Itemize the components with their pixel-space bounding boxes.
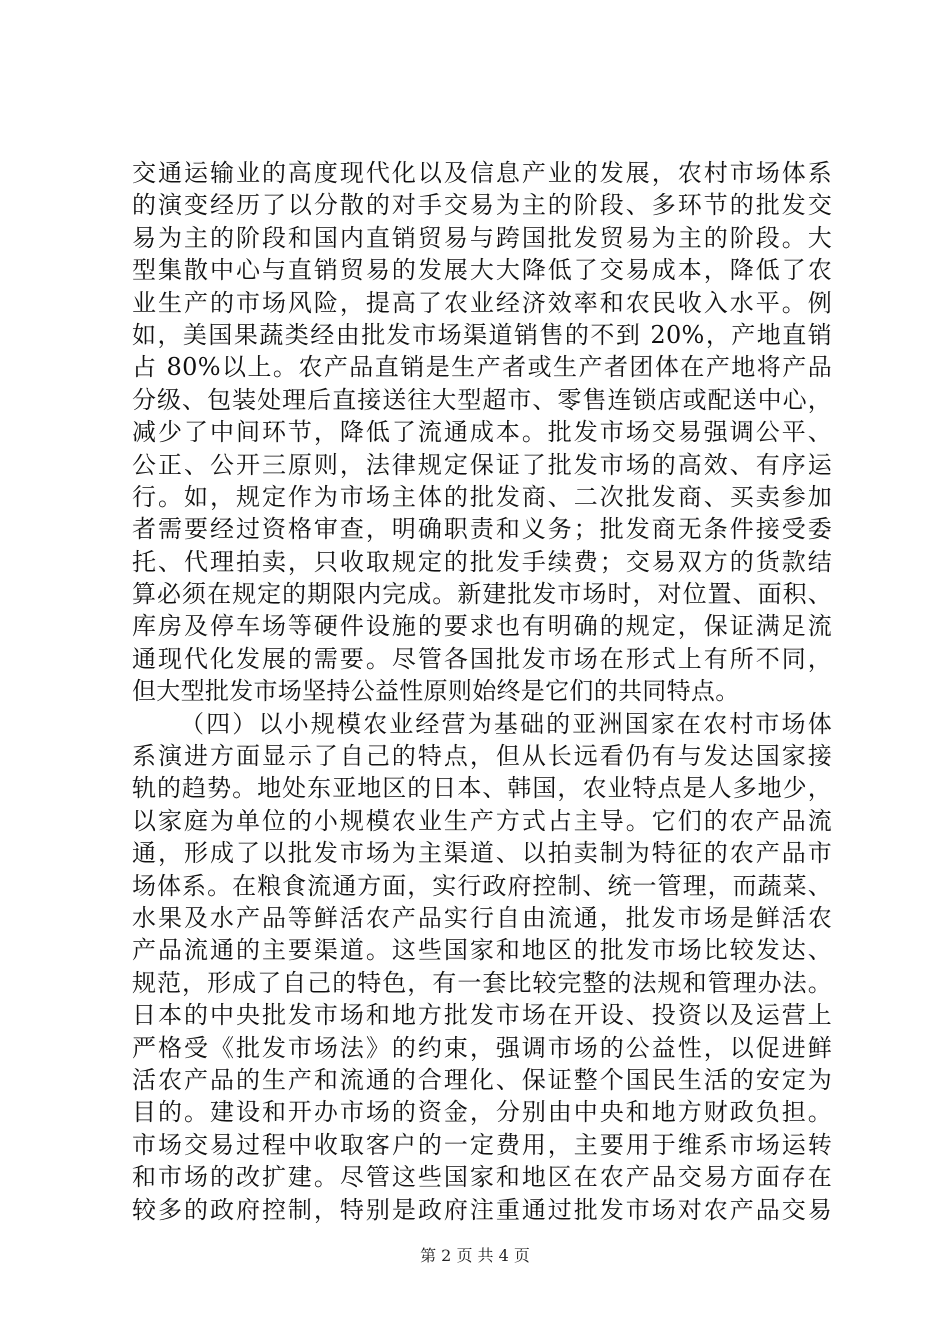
text-line-18: （四）以小规模农业经营为基础的亚洲国家在农村市场体: [180, 709, 832, 738]
text-line-20: 轨的趋势。地处东亚地区的日本、韩国，农业特点是人多地少，: [132, 774, 832, 803]
text-line-29: 活农产品的生产和流通的合理化、保证整个国民生活的安定为: [132, 1065, 832, 1094]
text-line-23: 场体系。在粮食流通方面，实行政府控制、统一管理，而蔬菜、: [132, 871, 832, 900]
text-line-3: 易为主的阶段和国内直销贸易与跨国批发贸易为主的阶段。大: [132, 223, 832, 252]
text-line-1: 交通运输业的高度现代化以及信息产业的发展，农村市场体系: [132, 159, 832, 187]
text-line-31: 市场交易过程中收取客户的一定费用，主要用于维系市场运转: [132, 1130, 832, 1159]
text-line-15: 库房及停车场等硬件设施的要求也有明确的规定，保证满足流: [132, 612, 832, 641]
text-line-11: 行。如，规定作为市场主体的批发商、二次批发商、买卖参加: [132, 482, 832, 511]
text-line-2: 的演变经历了以分散的对手交易为主的阶段、多环节的批发交: [132, 191, 832, 220]
text-line-26: 规范，形成了自己的特色，有一套比较完整的法规和管理办法。: [132, 968, 832, 997]
text-line-16: 通现代化发展的需要。尽管各国批发市场在形式上有所不同，: [132, 644, 832, 673]
body-text: [132, 157, 832, 1226]
text-line-21: 以家庭为单位的小规模农业生产方式占主导。它们的农产品流: [132, 806, 832, 835]
text-line-25: 产品流通的主要渠道。这些国家和地区的批发市场比较发达、: [132, 936, 832, 965]
page-number-label: 第 2 页 共 4 页: [420, 1246, 530, 1265]
text-line-24: 水果及水产品等鲜活农产品实行自由流通，批发市场是鲜活农: [132, 903, 832, 932]
text-line-7: 占 80%以上。农产品直销是生产者或生产者团体在产地将产品: [132, 353, 832, 382]
text-line-22: 通，形成了以批发市场为主渠道、以拍卖制为特征的农产品市: [132, 839, 832, 868]
page-footer: [0, 1243, 950, 1266]
text-line-4: 型集散中心与直销贸易的发展大大降低了交易成本，降低了农: [132, 256, 832, 285]
text-line-30: 目的。建设和开办市场的资金，分别由中央和地方财政负担。: [132, 1098, 832, 1127]
text-line-14: 算必须在规定的期限内完成。新建批发市场时，对位置、面积、: [132, 580, 832, 609]
text-line-19: 系演进方面显示了自己的特点，但从长远看仍有与发达国家接: [132, 742, 832, 771]
text-line-10: 公正、公开三原则，法律规定保证了批发市场的高效、有序运: [132, 450, 832, 479]
text-line-27: 日本的中央批发市场和地方批发市场在开设、投资以及运营上: [132, 1001, 832, 1030]
text-line-8: 分级、包装处理后直接送往大型超市、零售连锁店或配送中心，: [132, 385, 832, 414]
text-line-17: 但大型批发市场坚持公益性原则始终是它们的共同特点。: [132, 677, 740, 706]
text-line-28: 严格受《批发市场法》的约束，强调市场的公益性，以促进鲜: [132, 1033, 832, 1062]
text-line-12: 者需要经过资格审查，明确职责和义务；批发商无条件接受委: [132, 515, 832, 544]
text-line-32: 和市场的改扩建。尽管这些国家和地区在农产品交易方面存在: [132, 1163, 832, 1192]
text-line-33: 较多的政府控制，特别是政府注重通过批发市场对农产品交易: [132, 1195, 832, 1224]
text-line-9: 减少了中间环节，降低了流通成本。批发市场交易强调公平、: [132, 418, 832, 447]
text-line-5: 业生产的市场风险，提高了农业经济效率和农民收入水平。例: [132, 288, 832, 317]
text-line-6: 如，美国果蔬类经由批发市场渠道销售的不到 20%，产地直销: [132, 320, 832, 349]
text-line-13: 托、代理拍卖，只收取规定的批发手续费；交易双方的货款结: [132, 547, 832, 576]
